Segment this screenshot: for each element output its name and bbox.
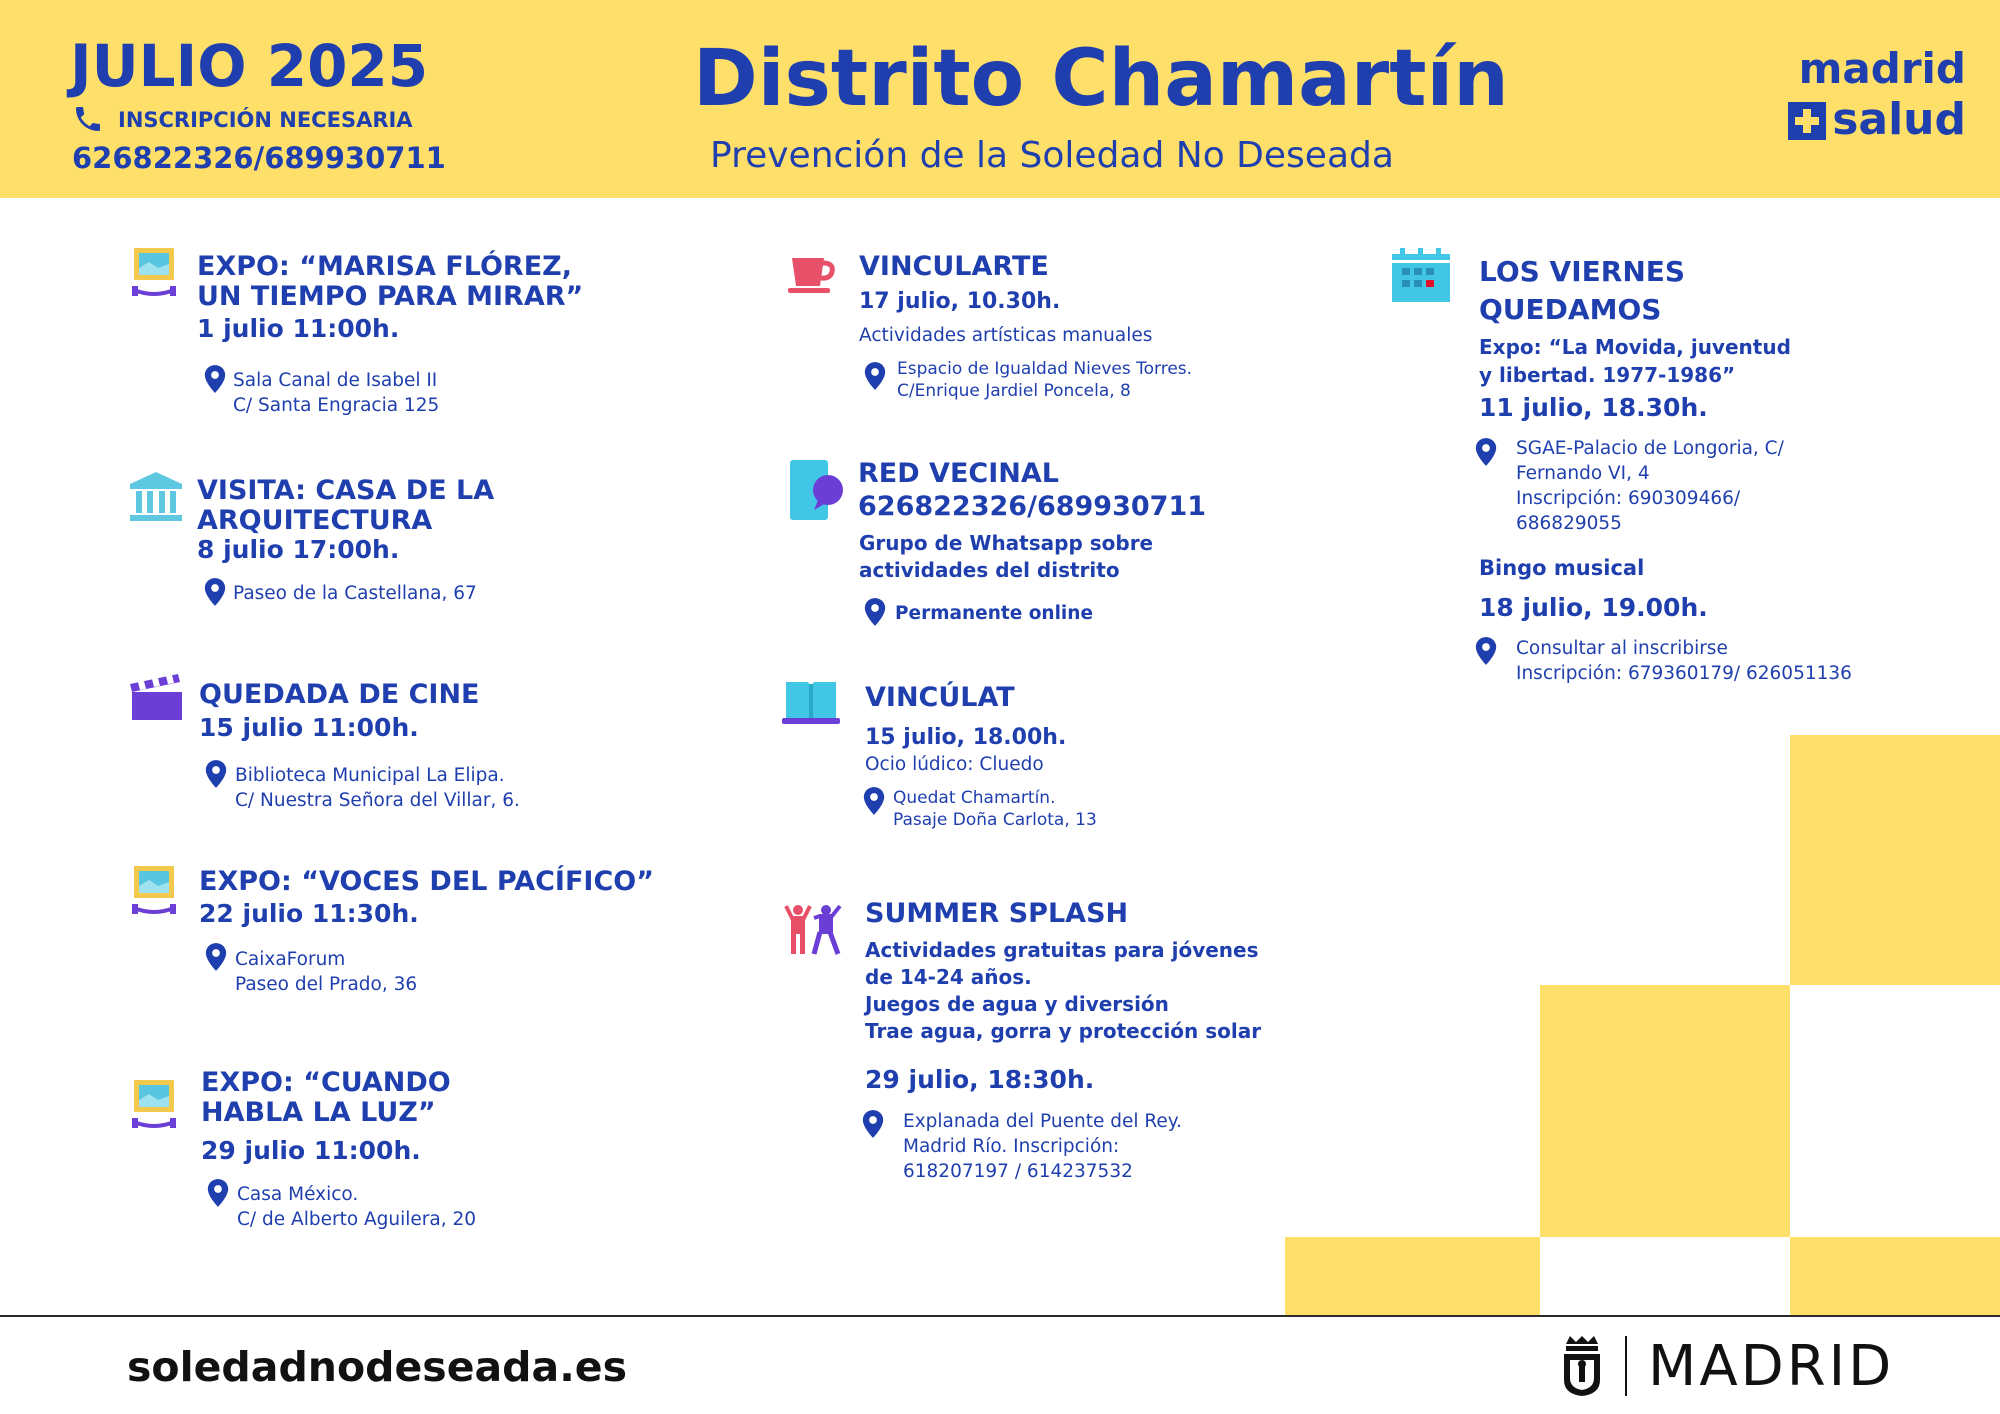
event-location: Explanada del Puente del Rey. Madrid Río. Inscripción: 618207197 / 614237532: [903, 1111, 1182, 1182]
event-date: 18 julio, 19.00h.: [1479, 593, 1708, 622]
event-date: 1 julio 11:00h.: [197, 314, 400, 343]
painting-icon: [132, 864, 176, 920]
calendar-icon: [1390, 246, 1452, 304]
event-title: VINCÚLAT: [865, 682, 1015, 713]
location-pin-icon: [202, 364, 228, 394]
event-location: CaixaForum Paseo del Prado, 36: [235, 949, 418, 995]
event-title: LOS VIERNES QUEDAMOS: [1479, 255, 1686, 326]
footer-divider: [0, 1315, 2000, 1317]
event-title: EXPO: “MARISA FLÓREZ, UN TIEMPO PARA MIRAR”: [197, 251, 584, 312]
madrid-salud-logo: [1786, 46, 1966, 146]
decor-square: [1790, 735, 2000, 985]
plus-cross-icon: [1788, 102, 1826, 140]
event-description: Ocio lúdico: Cluedo: [865, 754, 1044, 775]
event-date: 29 julio, 18:30h.: [865, 1065, 1095, 1094]
event-title: EXPO: “VOCES DEL PACÍFICO”: [199, 866, 654, 897]
decor-square: [1540, 985, 1790, 1237]
location-pin-icon: [862, 361, 888, 391]
event-description: Grupo de Whatsapp sobre actividades del distrito: [859, 531, 1154, 582]
madrid-crest-icon: [1560, 1334, 1604, 1398]
event-description: Actividades artísticas manuales: [859, 325, 1153, 346]
event-location: Paseo de la Castellana, 67: [233, 583, 477, 604]
event-date: 8 julio 17:00h.: [197, 535, 400, 564]
event-title: SUMMER SPLASH: [865, 898, 1129, 929]
location-pin-icon: [203, 942, 229, 972]
event-date: 29 julio 11:00h.: [201, 1136, 421, 1165]
logo-line-salud: salud: [1832, 94, 1966, 145]
location-pin-icon: [1473, 437, 1499, 467]
crest-divider: [1625, 1336, 1627, 1396]
location-pin-icon: [202, 577, 228, 607]
event-location: Permanente online: [895, 603, 1093, 624]
open-book-icon: [782, 680, 840, 726]
painting-icon: [132, 246, 176, 302]
website-link[interactable]: soledadnodeseada.es: [127, 1343, 627, 1391]
month-heading: JULIO 2025: [70, 32, 429, 100]
event-title: QUEDADA DE CINE: [199, 679, 480, 710]
event-date: 11 julio, 18.30h.: [1479, 393, 1708, 422]
header-phones: 626822326/689930711: [72, 141, 446, 175]
event-title: VISITA: CASA DE LA ARQUITECTURA: [197, 475, 495, 536]
location-pin-icon: [205, 1178, 231, 1208]
location-pin-icon: [203, 759, 229, 789]
event-location: Consultar al inscribirse Inscripción: 679360179/ 626051136: [1516, 638, 1852, 684]
decor-square: [1790, 1237, 2000, 1315]
event-subtitle: Bingo musical: [1479, 556, 1645, 580]
event-description: Actividades gratuitas para jóvenes de 14-24 años. Juegos de agua y diversión Trae agua, gorra y protección solar: [865, 938, 1262, 1043]
location-pin-icon: [861, 786, 887, 816]
decor-square: [1285, 1237, 1540, 1315]
event-date: 15 julio 11:00h.: [199, 713, 419, 742]
logo-line-madrid: madrid: [1798, 44, 1966, 93]
phone-icon: [72, 103, 104, 135]
event-title: VINCULARTE: [859, 251, 1049, 282]
location-pin-icon: [860, 1109, 886, 1139]
page-subtitle: Prevención de la Soledad No Deseada: [710, 135, 1394, 176]
chat-phone-icon: [788, 458, 846, 522]
event-description: Expo: “La Movida, juventud y libertad. 1977-1986”: [1479, 335, 1791, 387]
location-pin-icon: [1473, 636, 1499, 666]
page-title: Distrito Chamartín: [693, 34, 1509, 124]
event-date: 22 julio 11:30h.: [199, 899, 419, 928]
event-location: SGAE-Palacio de Longoria, C/ Fernando VI, 4 Inscripción: 690309466/ 686829055: [1516, 438, 1784, 534]
location-pin-icon: [862, 597, 888, 627]
event-date: 17 julio, 10.30h.: [859, 289, 1061, 314]
event-location: Quedat Chamartín. Pasaje Doña Carlota, 13: [893, 788, 1097, 830]
painting-icon: [132, 1078, 176, 1134]
people-dancing-icon: [780, 902, 846, 958]
madrid-wordmark: MADRID: [1648, 1334, 1895, 1399]
inscription-note: INSCRIPCIÓN NECESARIA: [118, 108, 413, 132]
event-date: 15 julio, 18.00h.: [865, 725, 1067, 750]
event-title: EXPO: “CUANDO HABLA LA LUZ”: [201, 1067, 451, 1128]
event-title: RED VECINAL 626822326/689930711: [858, 458, 1207, 522]
coffee-cup-icon: [786, 254, 838, 296]
event-location: Casa México. C/ de Alberto Aguilera, 20: [237, 1184, 477, 1230]
event-location: Sala Canal de Isabel II C/ Santa Engracia 125: [233, 370, 440, 416]
event-location: Biblioteca Municipal La Elipa. C/ Nuestra Señora del Villar, 6.: [235, 765, 520, 811]
clapperboard-icon: [128, 672, 184, 722]
museum-icon: [128, 470, 184, 522]
event-location: Espacio de Igualdad Nieves Torres. C/Enrique Jardiel Poncela, 8: [897, 359, 1193, 401]
